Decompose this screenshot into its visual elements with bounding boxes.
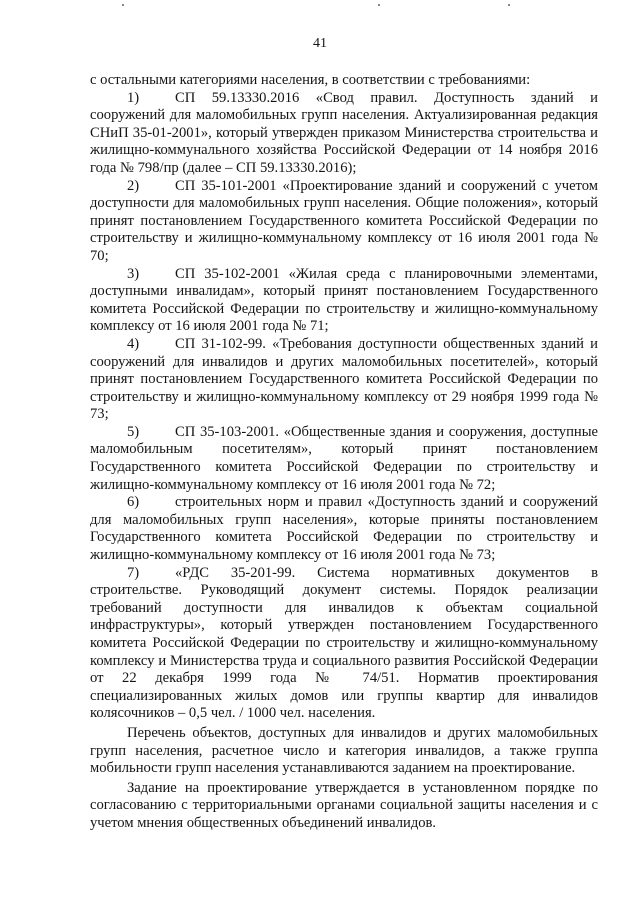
list-item [90, 494, 598, 564]
scan-mark [508, 4, 510, 6]
list-item-text: СП 59.13330.2016 «Свод правил. Доступность зданий и сооружений для маломобильных групп населения. Актуализированная редакция СНиП 35-01-2001», который утвержден приказом Министерства строительства и жилищно-коммунального хозяйства Российской Федерации от 14 ноября 2016 года № 798/пр (далее – СП 59.13330.2016); [90, 89, 598, 176]
list-item-number: 2) [127, 177, 140, 194]
list-item-number: 5) [127, 423, 140, 440]
list-item [90, 336, 598, 424]
list-item-number: 4) [127, 335, 140, 352]
body-paragraph: Перечень объектов, доступных для инвалидов и других маломобильных групп населения, расчетное число и категория инвалидов, а также группа мобильности групп населения устанавливаются заданием на проектирование. [90, 724, 598, 777]
scan-mark [122, 4, 124, 6]
list-item-text: СП 35-102-2001 «Жилая среда с планировочными элементами, доступными инвалидам», который принят постановлением Государственного комитета Российской Федерации по строительству и жилищно-коммунальному комплексу от 16 июля 2001 года № 71; [90, 265, 598, 335]
list-item [90, 565, 598, 723]
list-item [90, 178, 598, 266]
list-item-text: СП 35-103-2001. «Общественные здания и сооружения, доступные маломобильным посетителям», который принят постановлением Государственного комитета Российской Федерации по строительству и жилищно-коммунальному комплексу от 16 июля 2001 года № 72; [90, 423, 598, 493]
list-item [90, 90, 598, 178]
intro-line: с остальными категориями населения, в соответствии с требованиями: [90, 72, 531, 88]
list-item [90, 266, 598, 336]
scan-mark [378, 4, 380, 6]
list-item-number: 7) [127, 564, 140, 581]
list-item-text: «РДС 35-201-99. Система нормативных документов в строительстве. Руководящий документ системы. Порядок реализации требований доступности для инвалидов к объектам социальной инфраструктуры», который утвержден постановлением Государственного комитета Российской Федерации по строительству и жилищно-коммунальному комплексу и Министерства труда и социального развития Российской Федерации от 22 декабря 1999 года № 74/51. Норматив проектирования специализированных жилых домов или группы квартир для инвалидов колясочников – 0,5 чел. / 1000 чел. населения. [90, 564, 598, 722]
list-item-text: СП 31-102-99. «Требования доступности общественных зданий и сооружений для инвалидов и других маломобильных посетителей», который принят постановлением Государственного комитета Российской Федерации по строительству и жилищно-коммунальному комплексу от 29 ноября 1999 года № 73; [90, 335, 598, 423]
list-item-number: 1) [127, 89, 140, 106]
list-item [90, 424, 598, 494]
list-item-text: СП 35-101-2001 «Проектирование зданий и сооружений с учетом доступности для маломобильных групп населения. Общие положения», который принят постановлением Государственного комитета Российской Федерации по строительству и жилищно-коммунальному комплексу от 16 июля 2001 года № 70; [90, 177, 598, 264]
page-number: 41 [313, 36, 327, 51]
list-item-number: 3) [127, 265, 140, 282]
list-item-number: 6) [127, 494, 140, 511]
list-item-text: строительных норм и правил «Доступность зданий и сооружений для маломобильных групп населения», которые приняты постановлением Государственного комитета Российской Федерации по строительству и жилищно-коммунальному комплексу от 16 июля 2001 года № 73; [90, 494, 598, 564]
document-body [90, 72, 598, 833]
body-paragraph: Задание на проектирование утверждается в установленном порядке по согласованию с территориальными органами социальной защиты населения и с учетом мнения общественных объединений инвалидов. [90, 779, 598, 831]
